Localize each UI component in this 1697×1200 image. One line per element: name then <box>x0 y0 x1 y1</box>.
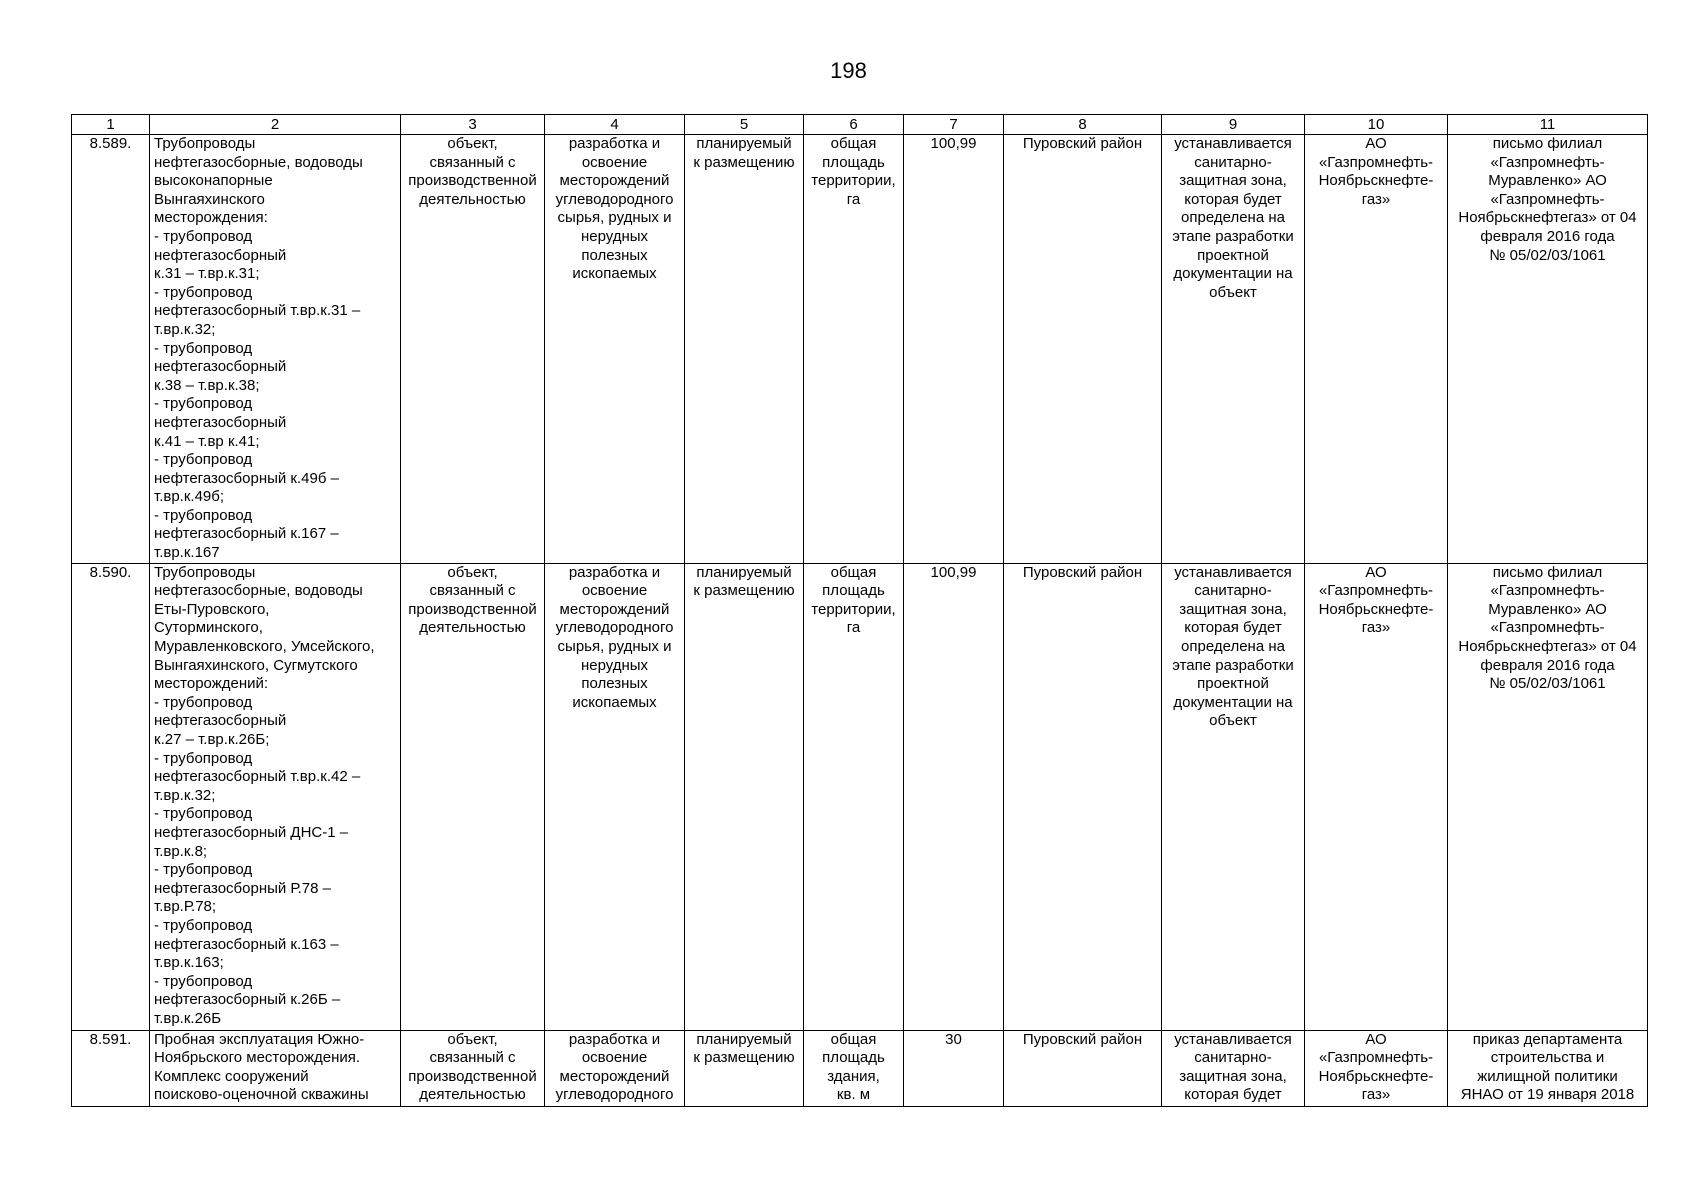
basis-document: письмо филиал «Газпромнефть- Муравленко» АО «Газпромнефть- Ноябрьскнефтегаз» от 04 февраля 2016 года № 05/02/03/1061 <box>1448 135 1648 564</box>
object-purpose: разработка и освоение месторождений углеводородного сырья, рудных и нерудных полезных ископаемых <box>545 563 685 1030</box>
protection-zone: устанавливается санитарно- защитная зона, которая будет определена на этапе разработки проектной документации на объект <box>1162 135 1305 564</box>
object-location: Пуровский район <box>1004 135 1162 564</box>
object-parameter: общая площадь территории, га <box>804 563 904 1030</box>
object-value: 100,99 <box>904 563 1004 1030</box>
object-type: объект, связанный с производственной деятельностью <box>401 563 545 1030</box>
column-number-11: 11 <box>1448 115 1648 135</box>
object-parameter: общая площадь территории, га <box>804 135 904 564</box>
object-name: Пробная эксплуатация Южно- Ноябрьского месторождения. Комплекс сооружений поисково-оценочной скважины <box>150 1030 401 1106</box>
column-number-9: 9 <box>1162 115 1305 135</box>
column-number-1: 1 <box>72 115 150 135</box>
column-number-10: 10 <box>1305 115 1448 135</box>
protection-zone: устанавливается санитарно- защитная зона, которая будет определена на этапе разработки проектной документации на объект <box>1162 563 1305 1030</box>
object-location: Пуровский район <box>1004 1030 1162 1106</box>
row-number: 8.591. <box>72 1030 150 1106</box>
object-name: Трубопроводы нефтегазосборные, водоводы Еты-Пуровского, Суторминского, Муравленковского, Умсейского, Вынгаяхинского, Сугмутского месторождений: - трубопровод нефтегазосборный к.27 – т.вр.к.26Б; - трубопровод нефтегазосборный т.вр.к.42 – т.вр.к.32; - трубопровод нефтегазосборный ДНС-1 – т.вр.к.8; - трубопровод нефтегазосборный Р.78 – т.вр.Р.78; - трубопровод нефтегазосборный к.163 – т.вр.к.163; - трубопровод нефтегазосборный к.26Б – т.вр.к.26Б <box>150 563 401 1030</box>
object-owner: АО «Газпромнефть- Ноябрьскнефте- газ» <box>1305 135 1448 564</box>
column-number-4: 4 <box>545 115 685 135</box>
table-row <box>72 135 1648 564</box>
column-number-3: 3 <box>401 115 545 135</box>
column-number-6: 6 <box>804 115 904 135</box>
column-number-2: 2 <box>150 115 401 135</box>
object-purpose: разработка и освоение месторождений углеводородного <box>545 1030 685 1106</box>
object-parameter: общая площадь здания, кв. м <box>804 1030 904 1106</box>
header-row <box>72 115 1648 135</box>
object-name: Трубопроводы нефтегазосборные, водоводы высоконапорные Вынгаяхинского месторождения: - трубопровод нефтегазосборный к.31 – т.вр.к.31; - трубопровод нефтегазосборный т.вр.к.31 – т.вр.к.32; - трубопровод нефтегазосборный к.38 – т.вр.к.38; - трубопровод нефтегазосборный к.41 – т.вр к.41; - трубопровод нефтегазосборный к.49б – т.вр.к.49б; - трубопровод нефтегазосборный к.167 – т.вр.к.167 <box>150 135 401 564</box>
basis-document: письмо филиал «Газпромнефть- Муравленко» АО «Газпромнефть- Ноябрьскнефтегаз» от 04 февраля 2016 года № 05/02/03/1061 <box>1448 563 1648 1030</box>
object-value: 100,99 <box>904 135 1004 564</box>
table-row <box>72 1030 1648 1106</box>
column-number-5: 5 <box>685 115 804 135</box>
page-number: 198 <box>830 58 867 83</box>
table-row <box>72 563 1648 1030</box>
object-type: объект, связанный с производственной деятельностью <box>401 135 545 564</box>
object-type: объект, связанный с производственной деятельностью <box>401 1030 545 1106</box>
object-purpose: разработка и освоение месторождений углеводородного сырья, рудных и нерудных полезных ископаемых <box>545 135 685 564</box>
object-owner: АО «Газпромнефть- Ноябрьскнефте- газ» <box>1305 563 1448 1030</box>
object-owner: АО «Газпромнефть- Ноябрьскнефте- газ» <box>1305 1030 1448 1106</box>
basis-document: приказ департамента строительства и жилищной политики ЯНАО от 19 января 2018 <box>1448 1030 1648 1106</box>
register-table <box>71 114 1648 1107</box>
object-status: планируемый к размещению <box>685 135 804 564</box>
column-number-8: 8 <box>1004 115 1162 135</box>
protection-zone: устанавливается санитарно- защитная зона, которая будет <box>1162 1030 1305 1106</box>
row-number: 8.589. <box>72 135 150 564</box>
column-number-7: 7 <box>904 115 1004 135</box>
object-status: планируемый к размещению <box>685 563 804 1030</box>
object-location: Пуровский район <box>1004 563 1162 1030</box>
object-status: планируемый к размещению <box>685 1030 804 1106</box>
object-value: 30 <box>904 1030 1004 1106</box>
row-number: 8.590. <box>72 563 150 1030</box>
